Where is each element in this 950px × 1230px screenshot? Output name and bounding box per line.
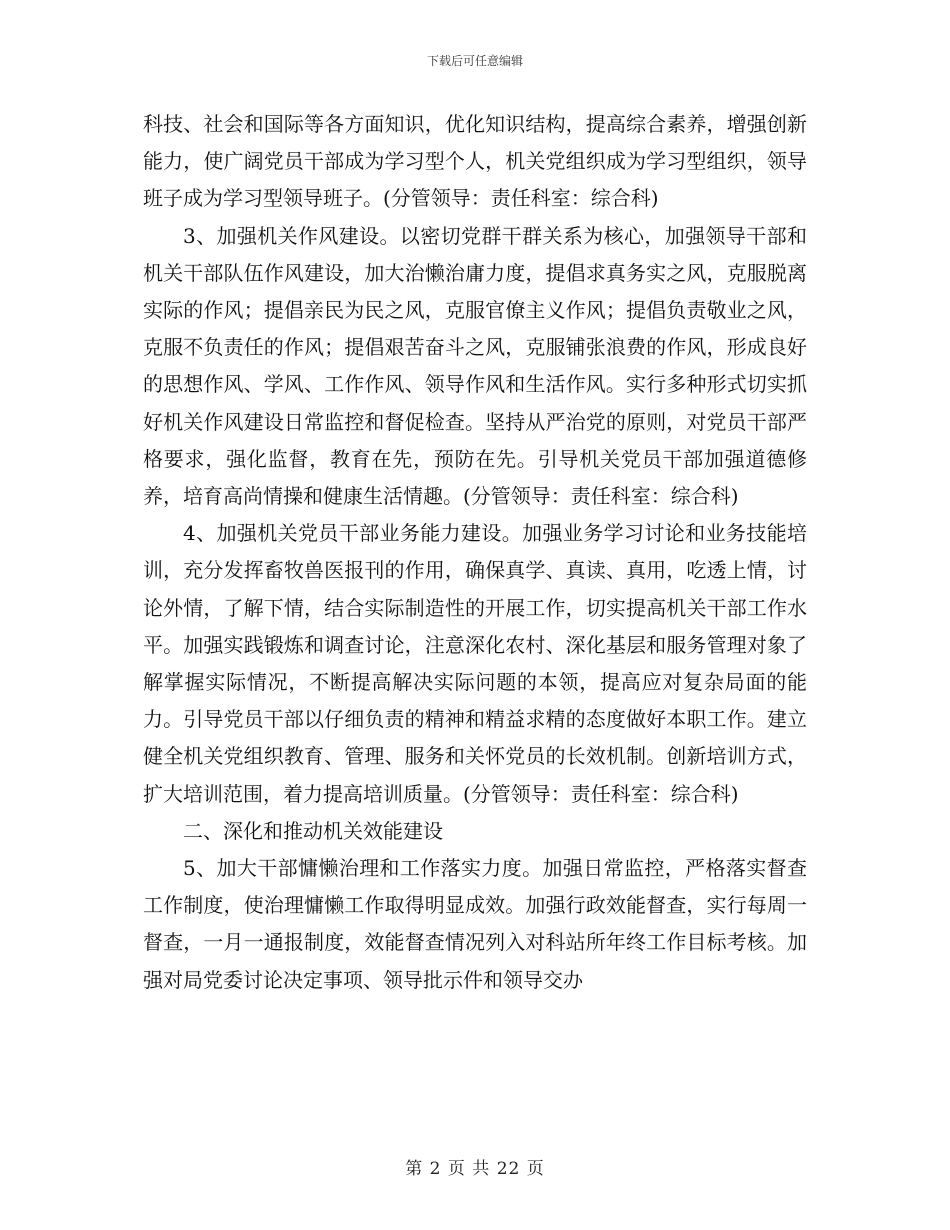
- section-heading: 二、深化和推动机关效能建设: [183, 818, 443, 843]
- page-number: 第 2 页 共 22 页: [405, 1159, 545, 1179]
- paragraph: 3、加强机关作风建设。以密切党群干群关系为核心，加强领导干部和机关干部队伍作风建设，加大治懒治庸力度，提倡求真务实之风，克服脱离实际的作风；提倡亲民为民之风，克服官僚主义作风；提倡负责敬业之风，克服不负责任的作风；提倡艰苦奋斗之风，克服铺张浪费的作风，形成良好的思想作风、学风、工作作风、领导作风和生活作风。实行多种形式切实抓好机关作风建设日常监控和督促检查。坚持从严治党的原则，对党员干部严格要求，强化监督，教育在先，预防在先。引导机关党员干部加强道德修养，培育高尚情操和健康生活情趣。(分管领导：责任科室：综合科): [143, 223, 807, 509]
- paragraph: 4、加强机关党员干部业务能力建设。加强业务学习讨论和业务技能培训，充分发挥畜牧兽医报刊的作用，确保真学、真读、真用，吃透上情，讨论外情，了解下情，结合实际制造性的开展工作，切实提高机关干部工作水平。加强实践锻炼和调查讨论，注意深化农村、深化基层和服务管理对象了解掌握实际情况，不断提高解决实际问题的本领，提高应对复杂局面的能力。引导党员干部以仔细负责的精神和精益求精的态度做好本职工作。建立健全机关党组织教育、管理、服务和关怀党员的长效机制。创新培训方式，扩大培训范围，着力提高培训质量。(分管领导：责任科室：综合科): [143, 521, 807, 806]
- paragraph: 5、加大干部慵懒治理和工作落实力度。加强日常监控，严格落实督查工作制度，使治理慵懒工作取得明显成效。加强行政效能督查，实行每周一督查，一月一通报制度，效能督查情况列入对科站所年终工作目标考核。加强对局党委讨论决定事项、领导批示件和领导交办: [143, 856, 807, 992]
- page-header: 下载后可任意编辑: [426, 54, 523, 68]
- paragraph: 科技、社会和国际等各方面知识，优化知识结构，提高综合素养，增强创新能力，使广阔党员干部成为学习型个人，机关党组织成为学习型组织，领导班子成为学习型领导班子。(分管领导：责任科室：综合科): [143, 112, 807, 211]
- document-body: [143, 106, 807, 999]
